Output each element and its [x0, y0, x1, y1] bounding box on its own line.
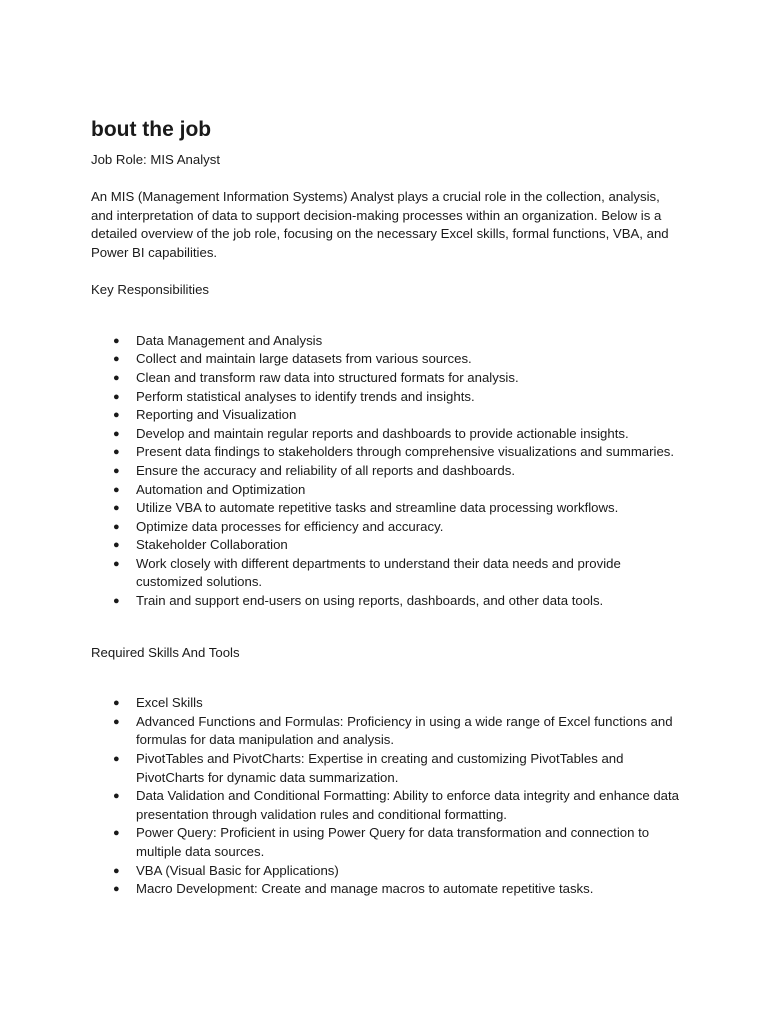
list-item-text: Optimize data processes for efficiency and accuracy. — [136, 518, 444, 534]
document-page — [91, 117, 691, 899]
list-item — [91, 880, 691, 899]
list-item — [91, 862, 691, 881]
list-item-text: Automation and Optimization — [136, 481, 306, 497]
bullet-icon: ● — [113, 483, 120, 496]
list-item — [91, 592, 691, 611]
bullet-icon: ● — [113, 753, 120, 766]
list-item-text: Develop and maintain regular reports and dashboards to provide actionable insights. — [136, 425, 629, 441]
skills-heading: Required Skills And Tools — [91, 644, 240, 660]
list-item-text: Collect and maintain large datasets from various sources. — [136, 351, 472, 367]
bullet-icon: ● — [113, 427, 120, 440]
list-item — [91, 750, 691, 787]
bullet-icon: ● — [113, 697, 120, 710]
list-item — [91, 388, 691, 407]
bullet-icon: ● — [113, 371, 120, 384]
job-role-line: Job Role: MIS Analyst — [91, 152, 221, 167]
responsibilities-list — [91, 332, 691, 611]
bullet-icon: ● — [113, 446, 120, 459]
list-item-text: Present data findings to stakeholders through comprehensive visualizations and summaries. — [136, 444, 675, 460]
bullet-icon: ● — [113, 715, 120, 728]
document-title: bout the job — [91, 118, 212, 141]
bullet-icon: ● — [113, 390, 120, 403]
list-item-text: Power Query: Proficient in using Power Query for data transformation and connection to multiple data sources. — [136, 825, 650, 859]
bullet-icon: ● — [113, 790, 120, 803]
list-item — [91, 481, 691, 500]
bullet-icon: ● — [113, 334, 120, 347]
list-item-text: Perform statistical analyses to identify trends and insights. — [136, 388, 475, 404]
bullet-icon: ● — [113, 883, 120, 896]
list-item — [91, 518, 691, 537]
list-item — [91, 694, 691, 713]
list-item — [91, 824, 691, 861]
list-item-text: Macro Development: Create and manage macros to automate repetitive tasks. — [136, 881, 594, 897]
list-item-text: Clean and transform raw data into structured formats for analysis. — [136, 369, 519, 385]
bullet-icon: ● — [113, 520, 120, 533]
bullet-icon: ● — [113, 595, 120, 608]
list-item — [91, 443, 691, 462]
list-item — [91, 713, 691, 750]
bullet-icon: ● — [113, 353, 120, 366]
list-item — [91, 332, 691, 351]
skills-list — [91, 694, 691, 899]
bullet-icon: ● — [113, 502, 120, 515]
bullet-icon: ● — [113, 827, 120, 840]
list-item — [91, 462, 691, 481]
list-item-text: PivotTables and PivotCharts: Expertise in creating and customizing PivotTables and PivotCharts for dynamic data summarization. — [136, 751, 624, 785]
list-item-text: Reporting and Visualization — [136, 407, 297, 423]
list-item — [91, 499, 691, 518]
intro-paragraph: An MIS (Management Information Systems) Analyst plays a crucial role in the collection, analysis, and interpretation of data to support decision-making processes within an organization. Below is a detailed overview of the job role, focusing on the necessary Excel skills, formal functions, VBA, and Power BI capabilities. — [91, 189, 669, 260]
bullet-icon: ● — [113, 464, 120, 477]
list-item-text: Train and support end-users on using reports, dashboards, and other data tools. — [136, 593, 604, 609]
list-item-text: Advanced Functions and Formulas: Proficiency in using a wide range of Excel functions and formulas for data manipulation and analysis. — [136, 713, 673, 748]
bullet-icon: ● — [113, 864, 120, 877]
list-item — [91, 555, 691, 592]
list-item-text: VBA (Visual Basic for Applications) — [136, 862, 339, 878]
list-item — [91, 536, 691, 555]
list-item-text: Stakeholder Collaboration — [136, 537, 288, 553]
list-item — [91, 425, 691, 444]
list-item — [91, 350, 691, 369]
list-item-text: Ensure the accuracy and reliability of all reports and dashboards. — [136, 462, 515, 478]
list-item — [91, 406, 691, 425]
list-item-text: Excel Skills — [136, 695, 203, 711]
responsibilities-heading: Key Responsibilities — [91, 282, 210, 298]
bullet-icon: ● — [113, 557, 120, 570]
bullet-icon: ● — [113, 409, 120, 422]
list-item-text: Work closely with different departments to understand their data needs and provide customized solutions. — [136, 555, 621, 590]
list-item-text: Data Validation and Conditional Formatting: Ability to enforce data integrity and enhance data presentation through validation rules and conditional formatting. — [136, 788, 679, 822]
bullet-icon: ● — [113, 539, 120, 552]
list-item — [91, 369, 691, 388]
list-item — [91, 787, 691, 824]
list-item-text: Utilize VBA to automate repetitive tasks and streamline data processing workflows. — [136, 500, 619, 516]
list-item-text: Data Management and Analysis — [136, 332, 323, 348]
